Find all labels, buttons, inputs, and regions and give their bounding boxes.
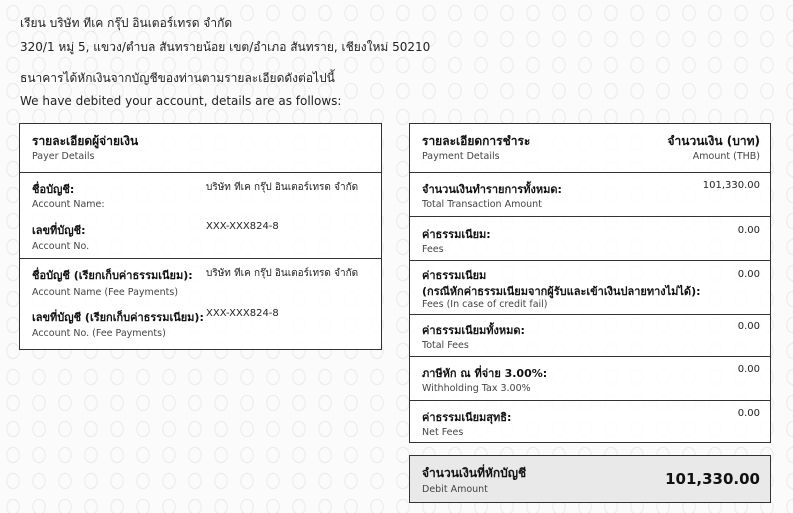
fees-value: 0.00 [737, 225, 760, 236]
total-fees-label: ค่าธรรมเนียมทั้งหมด: [422, 324, 525, 337]
divider [410, 216, 770, 217]
amount-header: จำนวนเงิน (บาท) [667, 134, 760, 148]
divider [410, 260, 770, 261]
account-name-label: ชื่อบัญชี: [32, 183, 75, 196]
account-no-value: XXX-XXX824-8 [206, 221, 279, 232]
fee-account-no-label-en: Account No. (Fee Payments) [32, 328, 166, 339]
credit-fail-fees-label-en: Fees (In case of credit fail) [422, 299, 548, 310]
total-transaction-value: 101,330.00 [702, 180, 760, 191]
account-name-value: บริษัท ทีเค กรุ๊ป อินเตอร์เทรด จำกัด [206, 182, 359, 193]
withholding-tax-label: ภาษีหัก ณ ที่จ่าย 3.00%: [422, 367, 548, 380]
withholding-tax-label-en: Withholding Tax 3.00% [422, 383, 531, 394]
notice-english: We have debited your account, details are as follows: [20, 94, 342, 108]
fees-label: ค่าธรรมเนียม: [422, 228, 491, 241]
recipient-line: เรียน บริษัท ทีเค กรุ๊ป อินเตอร์เทรด จำกัด [20, 16, 233, 30]
credit-fail-fees-value: 0.00 [737, 269, 760, 280]
address-line: 320/1 หมู่ 5, แขวง/ตำบล สันทรายน้อย เขต/อำเภอ สันทราย, เชียงใหม่ 50210 [20, 40, 431, 54]
withholding-tax-value: 0.00 [737, 364, 760, 375]
debit-amount-panel [409, 455, 771, 503]
divider [20, 172, 381, 173]
divider [410, 400, 770, 401]
notice-thai: ธนาคารได้หักเงินจากบัญชีของท่านตามรายละเอียดดังต่อไปนี้ [20, 71, 335, 85]
debit-amount-label-en: Debit Amount [422, 484, 488, 495]
divider [410, 172, 770, 173]
credit-fail-fees-label: ค่าธรรมเนียม [422, 269, 487, 282]
divider [410, 356, 770, 357]
payer-details-panel [19, 123, 382, 350]
total-transaction-label-en: Total Transaction Amount [422, 199, 542, 210]
payment-title-en: Payment Details [422, 151, 500, 162]
total-fees-value: 0.00 [737, 321, 760, 332]
divider [410, 314, 770, 315]
payer-title: รายละเอียดผู้จ่ายเงิน [32, 134, 139, 148]
divider [20, 258, 381, 259]
fees-label-en: Fees [422, 244, 444, 255]
amount-header-en: Amount (THB) [692, 151, 760, 162]
net-fees-label: ค่าธรรมเนียมสุทธิ: [422, 411, 512, 424]
debit-amount-label: จำนวนเงินที่หักบัญชี [422, 466, 527, 480]
payment-title: รายละเอียดการชำระ [422, 134, 531, 148]
debit-amount-value: 101,330.00 [665, 470, 760, 488]
fee-account-name-label-en: Account Name (Fee Payments) [32, 287, 179, 298]
net-fees-label-en: Net Fees [422, 427, 464, 438]
fee-account-no-value: XXX-XXX824-8 [206, 308, 279, 319]
account-name-label-en: Account Name: [32, 199, 105, 210]
payment-details-panel [409, 123, 771, 443]
credit-fail-fees-note: (กรณีหักค่าธรรมเนียมจากผู้รับและเข้าเงินปลายทางไม่ได้): [422, 285, 701, 298]
payer-title-en: Payer Details [32, 151, 95, 162]
total-fees-label-en: Total Fees [422, 340, 469, 351]
fee-account-name-value: บริษัท ทีเค กรุ๊ป อินเตอร์เทรด จำกัด [206, 268, 359, 279]
net-fees-value: 0.00 [737, 408, 760, 419]
total-transaction-label: จำนวนเงินทำรายการทั้งหมด: [422, 183, 562, 196]
account-no-label-en: Account No. [32, 241, 90, 252]
fee-account-no-label: เลขที่บัญชี (เรียกเก็บค่าธรรมเนียม): [32, 311, 204, 324]
fee-account-name-label: ชื่อบัญชี (เรียกเก็บค่าธรรมเนียม): [32, 269, 193, 282]
account-no-label: เลขที่บัญชี: [32, 224, 86, 237]
